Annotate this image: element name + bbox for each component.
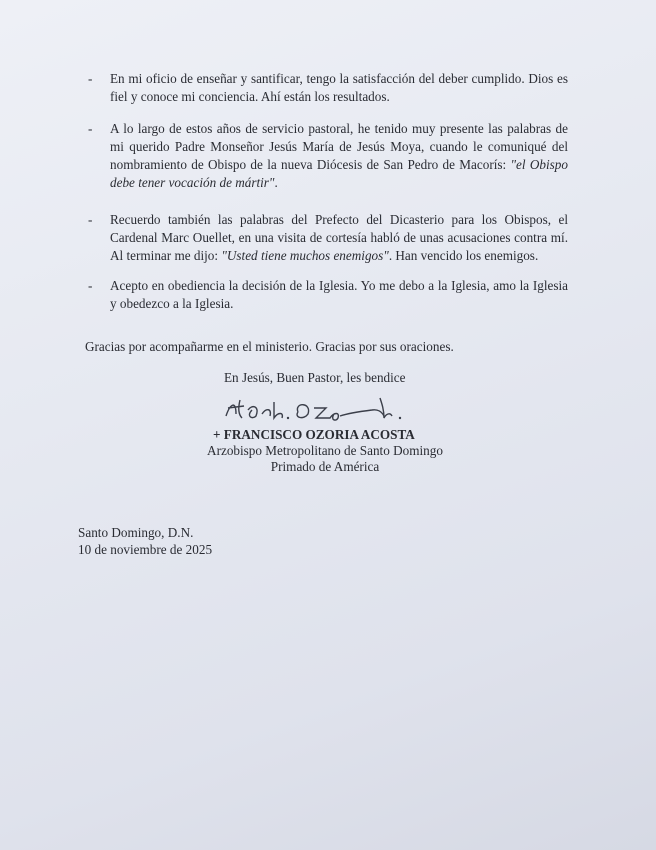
signatory-title: Arzobispo Metropolitano de Santo Domingo — [207, 443, 443, 458]
bullet-dash: - — [88, 278, 93, 293]
paragraph-text: A lo largo de estos años de servicio pastoral, he tenido muy presente las palabras de mi querido Padre Monseñor Jesús María de Jesús Moya, cuando le comuniqué del nombramiento de Obispo de la nueva Diócesis de San Pedro de Macorís: "el Obispo debe tener vocación de mártir". — [110, 121, 568, 190]
blessing-line: En Jesús, Buen Pastor, les bendice — [224, 370, 406, 385]
bullet-dash: - — [88, 71, 93, 86]
signatory-title-secondary: Primado de América — [270, 459, 380, 474]
bullet-dash: - — [88, 212, 93, 227]
paragraph-result — [88, 70, 568, 106]
place-line: Santo Domingo, D.N. — [78, 525, 194, 540]
paragraph-obedience — [88, 277, 568, 313]
paragraph-dicastery — [88, 211, 568, 265]
paragraph-text: Recuerdo también las palabras del Prefecto del Dicasterio para los Obispos, el Cardenal Marc Ouellet, en una visita de cortesía habló de unas acusaciones contra mí. Al terminar me dijo: "Usted tiene muchos enemigos". Han vencido los enemigos. — [110, 212, 568, 263]
quote-martyr: "el Obispo debe tener vocación de mártir" — [110, 157, 568, 190]
quote-enemies: "Usted tiene muchos enemigos" — [221, 248, 389, 263]
date-line: 10 de noviembre de 2025 — [78, 542, 213, 557]
handwritten-signature — [222, 392, 412, 428]
paragraph-text: Acepto en obediencia la decisión de la Iglesia. Yo me debo a la Iglesia, amo la Iglesia y obedezco a la Iglesia. — [110, 278, 568, 311]
signatory-name: + FRANCISCO OZORIA ACOSTA — [213, 427, 415, 442]
bullet-dash: - — [88, 121, 93, 136]
thanks-line: Gracias por acompañarme en el ministerio. Gracias por sus oraciones. — [85, 339, 454, 354]
paragraph-pastoral-service — [88, 120, 568, 192]
paragraph-text: En mi oficio de enseñar y santificar, tengo la satisfacción del deber cumplido. Dios es fiel y conoce mi conciencia. Ahí están los resultados. — [110, 71, 568, 104]
